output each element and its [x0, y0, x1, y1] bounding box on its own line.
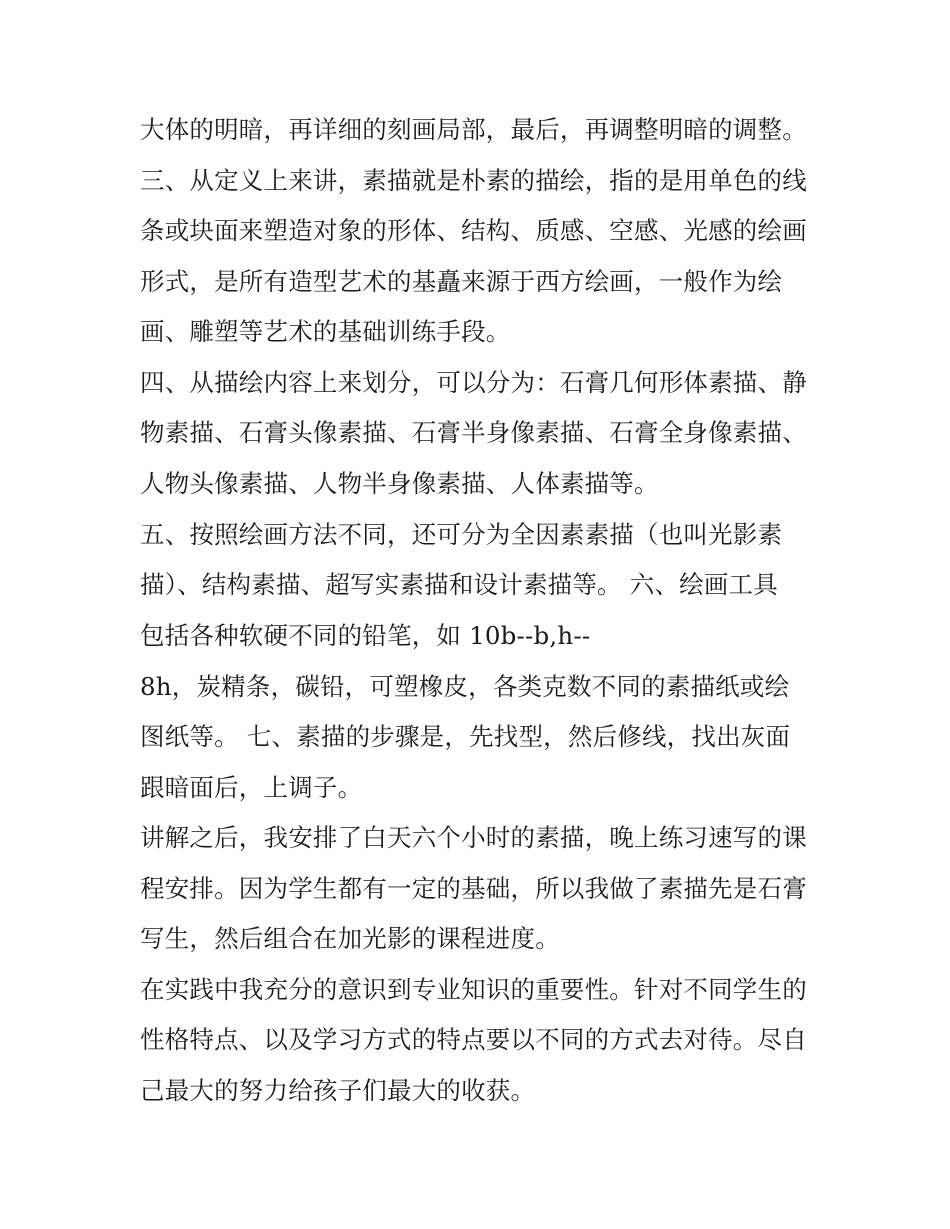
text-line: 三、从定义上来讲，素描就是朴素的描绘，指的是用单色的线 — [140, 166, 807, 195]
text-line: 描）、结构素描、超写实素描和设计素描等。 六、绘画工具 — [140, 570, 778, 599]
text-line: 讲解之后，我安排了白天六个小时的素描，晚上练习速写的课 — [140, 823, 807, 852]
text-line: 图纸等。 七、素描的步骤是，先找型，然后修线，找出灰面 — [140, 722, 791, 751]
text-line: 五、按照绘画方法不同，还可分为全因素素描（也叫光影素 — [140, 520, 783, 549]
text-line: 形式，是所有造型艺术的基矗来源于西方绘画，一般作为绘 — [140, 267, 783, 296]
text-line: 写生，然后组合在加光影的课程进度。 — [140, 924, 560, 953]
text-line: 人物头像素描、人物半身像素描、人体素描等。 — [140, 469, 659, 498]
text-line: 程安排。因为学生都有一定的基础，所以我做了素描先是石膏 — [140, 874, 807, 903]
text-line: 包括各种软硬不同的铅笔，如 10b--b,h-- — [140, 621, 591, 650]
text-line: 条或块面来塑造对象的形体、结构、质感、空感、光感的绘画 — [140, 216, 807, 245]
text-line: 8h，炭精条，碳铅，可塑橡皮，各类克数不同的素描纸或绘 — [140, 672, 790, 701]
text-line: 大体的明暗，再详细的刻画局部，最后，再调整明暗的调整。 — [140, 115, 807, 144]
text-line: 性格特点、以及学习方式的特点要以不同的方式去对待。尽自 — [140, 1025, 807, 1054]
text-line: 画、雕塑等艺术的基础训练手段。 — [140, 317, 511, 346]
text-line: 己最大的努力给孩子们最大的收获。 — [140, 1076, 536, 1105]
text-line: 跟暗面后，上调子。 — [140, 773, 363, 802]
text-line: 在实践中我充分的意识到专业知识的重要性。针对不同学生的 — [140, 975, 807, 1004]
text-line: 物素描、石膏头像素描、石膏半身像素描、石膏全身像素描、 — [140, 418, 807, 447]
text-line: 四、从描绘内容上来划分，可以分为：石膏几何形体素描、静 — [140, 368, 807, 397]
